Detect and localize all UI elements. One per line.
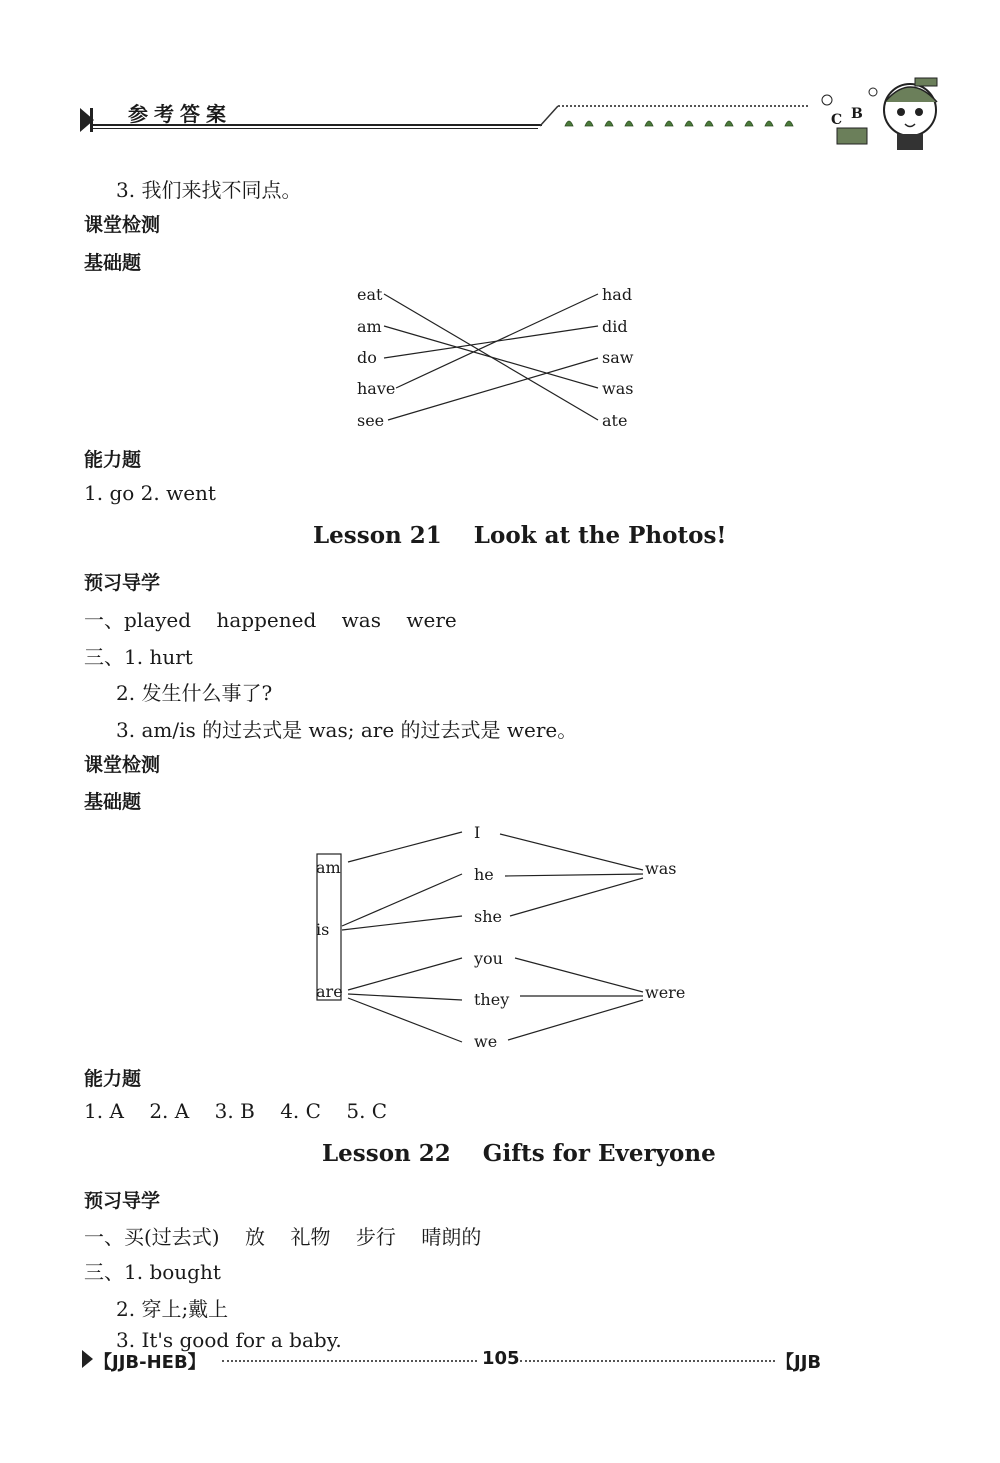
right-word: did (602, 317, 628, 336)
pronoun: she (474, 907, 502, 926)
ability-answers: 1. go 2. went (84, 481, 216, 505)
header-title: 参考答案 (128, 102, 232, 126)
right-word: was (602, 379, 634, 398)
cartoon-girl-icon (815, 62, 965, 152)
left-word: have (357, 379, 396, 398)
section-ability: 能力题 (84, 1068, 142, 1090)
past-verb: were (645, 983, 686, 1002)
pronoun: he (474, 865, 494, 884)
footer-dotted-rule (520, 1360, 775, 1362)
right-word: saw (602, 348, 634, 367)
match-line (505, 874, 643, 876)
be-verb: are (316, 982, 343, 1001)
preview-line-1: 一、买(过去式) 放 礼物 步行 晴朗的 (84, 1225, 482, 1249)
pronoun: you (474, 949, 503, 968)
lesson-21-title: Lesson 21 Look at the Photos! (313, 522, 727, 549)
preview-line-3: 2. 发生什么事了? (116, 681, 273, 705)
section-basic: 基础题 (84, 791, 142, 813)
preview-line-3: 2. 穿上;戴上 (116, 1297, 229, 1321)
match-line (508, 1000, 643, 1040)
footer-right-tag: 【JJB (776, 1352, 822, 1373)
preview-line-4: 3. am/is 的过去式是 was; are 的过去式是 were。 (116, 718, 578, 742)
header-leaf-decoration (540, 96, 843, 136)
right-word: had (602, 285, 633, 304)
section-basic: 基础题 (84, 252, 142, 274)
match-line (500, 834, 643, 870)
preview-line-2: 三、1. hurt (84, 645, 193, 669)
match-line (348, 998, 462, 1042)
page-number: 105 (482, 1348, 520, 1369)
left-word: do (357, 348, 377, 367)
lesson-22-title: Lesson 22 Gifts for Everyone (322, 1140, 716, 1167)
header-rule (92, 124, 542, 126)
be-verb: am (316, 858, 341, 877)
footer-arrow-icon (82, 1350, 93, 1368)
svg-text:C: C (831, 112, 843, 128)
past-verb: was (645, 859, 677, 878)
footer-dotted-rule (222, 1360, 477, 1362)
match-line (510, 878, 643, 916)
matching-diagram-1 (340, 280, 660, 435)
be-verb: is (316, 920, 330, 939)
footer-left-tag: 【JJB-HEB】 (94, 1352, 206, 1373)
pronoun: I (474, 823, 481, 842)
match-line (515, 958, 643, 992)
pronoun: we (474, 1032, 498, 1051)
right-word: ate (602, 411, 628, 430)
section-preview: 预习导学 (84, 1190, 161, 1212)
matching-diagram-2 (310, 818, 690, 1058)
section-ability: 能力题 (84, 449, 142, 471)
ability-answers: 1. A 2. A 3. B 4. C 5. C (84, 1099, 388, 1123)
header-rule-thin (92, 128, 538, 129)
match-line (348, 958, 462, 990)
item-3-text: 3. 我们来找不同点。 (116, 178, 302, 202)
match-line (384, 326, 598, 358)
preview-line-4: 3. It's good for a baby. (116, 1328, 342, 1352)
section-class-check: 课堂检测 (84, 754, 161, 776)
match-line (396, 294, 598, 388)
match-line (348, 832, 462, 862)
section-preview: 预习导学 (84, 572, 161, 594)
preview-line-1: 一、played happened was were (84, 608, 457, 632)
section-class-check: 课堂检测 (84, 214, 161, 236)
left-word: see (357, 411, 385, 430)
left-word: am (357, 317, 382, 336)
preview-line-2: 三、1. bought (84, 1260, 221, 1284)
match-line (388, 358, 598, 420)
match-line (348, 994, 462, 1000)
left-word: eat (357, 285, 383, 304)
pronoun: they (474, 990, 510, 1009)
svg-text:B: B (851, 106, 863, 122)
